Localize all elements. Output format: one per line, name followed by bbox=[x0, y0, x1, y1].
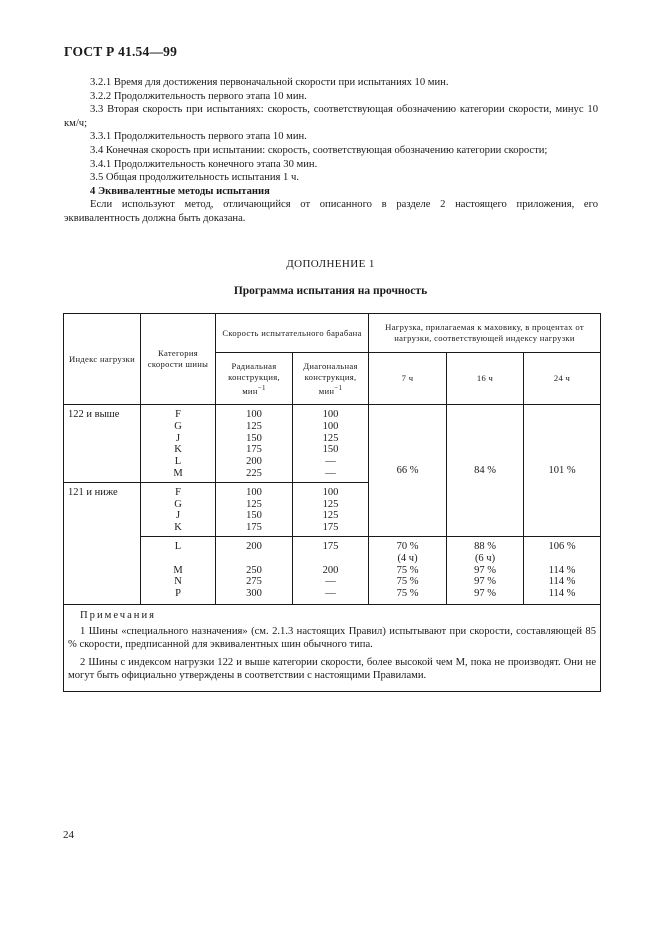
header-16h: 16 ч bbox=[447, 353, 524, 405]
group3-categories: L M N P bbox=[141, 536, 216, 604]
table-title: Программа испытания на прочность bbox=[233, 285, 428, 297]
group2-load-index: 121 и ниже bbox=[64, 482, 141, 604]
header-load-index: Индекс нагрузки bbox=[64, 314, 141, 405]
notes-block bbox=[64, 604, 601, 691]
group3-radial: 200 250 275 300 bbox=[216, 536, 293, 604]
header-diagonal bbox=[293, 353, 369, 405]
header-radial-label: Радиальная конструкция, мин bbox=[228, 360, 280, 396]
note-2: 2 Шины с индексом нагрузки 122 и выше категории скорости, более высокой чем М, пока не производят. Они не могут быть официально утверждены в соответствии с настоящими Правилами. bbox=[68, 656, 597, 682]
paragraph-4-text: Если используют метод, отличающийся от описанного в разделе 2 настоящего приложения, его эквивалентность должна быть доказана. bbox=[64, 199, 598, 224]
header-24h: 24 ч bbox=[524, 353, 601, 405]
appendix-text bbox=[64, 76, 598, 226]
group1-radial: 100 125 150 175 200 225 bbox=[216, 405, 293, 483]
group2-diagonal: 100 125 125 175 bbox=[293, 482, 369, 536]
page-number: 24 bbox=[63, 829, 74, 841]
header-radial-exp: −1 bbox=[257, 383, 266, 392]
header-drum-speed: Скорость испытательного барабана bbox=[216, 314, 369, 353]
header-7h: 7 ч bbox=[369, 353, 447, 405]
merged-load-16h: 84 % bbox=[447, 405, 524, 537]
header-radial bbox=[216, 353, 293, 405]
paragraph-3-4-1: 3.4.1 Продолжительность конечного этапа 30 мин. bbox=[90, 158, 318, 170]
paragraph-3-3: 3.3 Вторая скорость при испытаниях: скорость, соответствующая обозначению категории скорости, минус 10 км/ч; bbox=[64, 104, 598, 129]
supplement-title: ДОПОЛНЕНИЕ 1 bbox=[286, 258, 375, 270]
merged-load-24h: 101 % bbox=[524, 405, 601, 537]
note-1: 1 Шины «специального назначения» (см. 2.1.3 настоящих Правил) испытывают при скорости, составляющей 85 % скорости, предписанной для эквивалентных шин обычного типа. bbox=[68, 625, 597, 651]
document-header: ГОСТ Р 41.54—99 bbox=[64, 44, 178, 59]
paragraph-3-2-2: 3.2.2 Продолжительность первого этапа 10 мин. bbox=[90, 90, 307, 102]
section-4-heading: 4 Эквивалентные методы испытания bbox=[90, 185, 270, 197]
strength-test-table-wrapper bbox=[63, 313, 600, 692]
merged-load-7h: 66 % bbox=[369, 405, 447, 537]
group1-load-index: 122 и выше bbox=[64, 405, 141, 483]
paragraph-3-2-1: 3.2.1 Время для достижения первоначальной скорости при испытаниях 10 мин. bbox=[90, 77, 449, 88]
paragraph-3-5: 3.5 Общая продолжительность испытания 1 ч. bbox=[90, 172, 299, 184]
notes-title: Примечания bbox=[80, 609, 156, 621]
strength-test-table bbox=[63, 313, 601, 692]
group2-categories: F G J K bbox=[141, 482, 216, 536]
group3-load-7h: 70 % (4 ч) 75 % 75 % 75 % bbox=[369, 536, 447, 604]
group3-load-16h: 88 % (6 ч) 97 % 97 % 97 % bbox=[447, 536, 524, 604]
paragraph-3-3-1: 3.3.1 Продолжительность первого этапа 10 мин. bbox=[90, 131, 307, 143]
header-diagonal-label: Диагональная конструкция, мин bbox=[303, 360, 358, 396]
header-diagonal-exp: −1 bbox=[334, 383, 343, 392]
group1-diagonal: 100 100 125 150 — — bbox=[293, 405, 369, 483]
header-speed-category: Категория скорости шины bbox=[141, 314, 216, 405]
group1-categories: F G J K L M bbox=[141, 405, 216, 483]
group3-load-24h: 106 % 114 % 114 % 114 % bbox=[524, 536, 601, 604]
paragraph-3-4: 3.4 Конечная скорость при испытании: скорость, соответствующая обозначению категории скорости; bbox=[90, 144, 548, 156]
group3-diagonal: 175 200 — — bbox=[293, 536, 369, 604]
group2-radial: 100 125 150 175 bbox=[216, 482, 293, 536]
header-load-percent: Нагрузка, прилагаемая к маховику, в процентах от нагрузки, соответствующей индексу нагрузки bbox=[369, 314, 601, 353]
